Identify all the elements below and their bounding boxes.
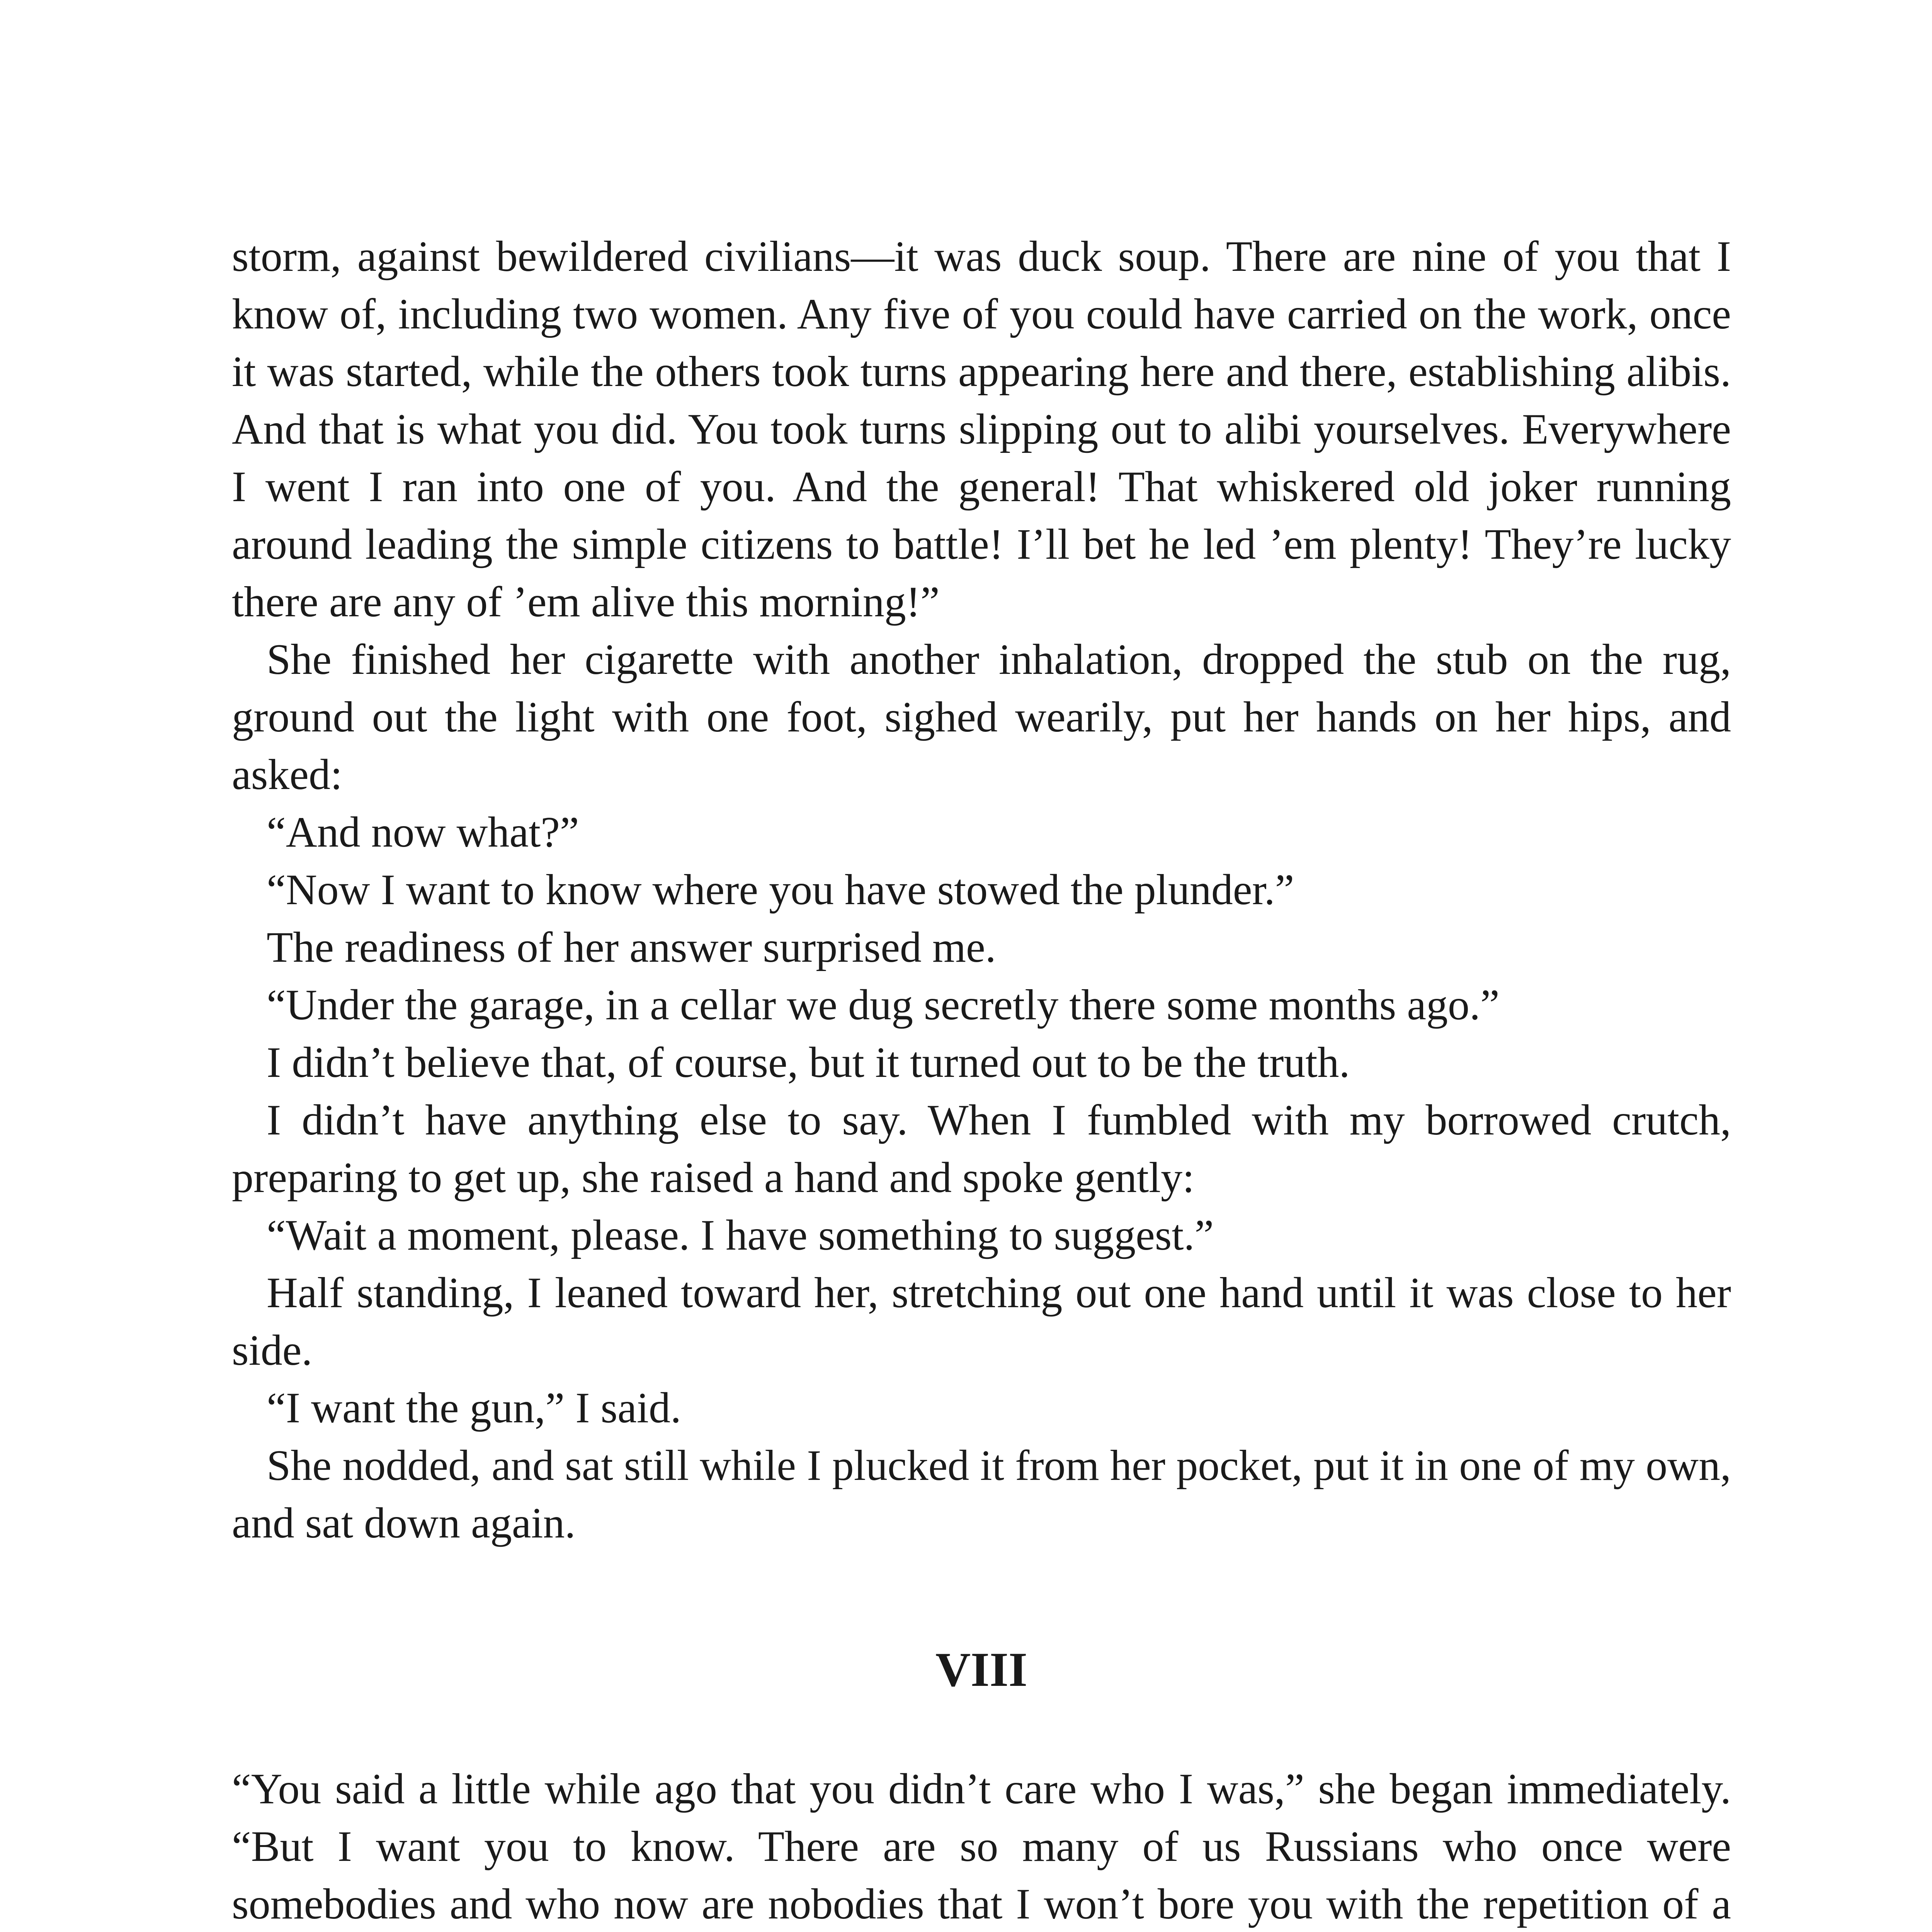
paragraph: Half standing, I leaned toward her, stretching out one hand until it was close to her side.	[232, 1269, 1731, 1374]
chapter-heading: VIII	[935, 1643, 1028, 1697]
paragraph: “You said a little while ago that you didn’t care who I was,” she began immediately. “But I want you to know. There are so many of us Russians who once were somebodies and who now are nobodies that I won’t bore you with the repetition of a	[232, 1765, 1731, 1928]
paragraph: “I want the gun,” I said.	[267, 1384, 681, 1432]
page-body	[232, 228, 1731, 1932]
paragraph: I didn’t have anything else to say. When I fumbled with my borrowed crutch, preparing to get up, she raised a hand and spoke gently:	[232, 1096, 1731, 1202]
paragraph: storm, against bewildered civilians—it was duck soup. There are nine of you that I know of, including two women. Any five of you could have carried on the work, once it was started, while the others took turns appearing here and there, establishing alibis. And that is what you did. You took turns slipping out to alibi yourselves. Everywhere I went I ran into one of you. And the general! That whiskered old joker running around leading the simple citizens to battle! I’ll bet he led ’em plenty! They’re lucky there are any of ’em alive this morning!”	[232, 233, 1731, 626]
paragraph: She nodded, and sat still while I plucked it from her pocket, put it in one of my own, and sat down again.	[232, 1442, 1731, 1547]
paragraph: “Now I want to know where you have stowed the plunder.”	[267, 866, 1294, 914]
paragraph: I didn’t believe that, of course, but it turned out to be the truth.	[267, 1039, 1350, 1087]
paragraph: She finished her cigarette with another inhalation, dropped the stub on the rug, ground out the light with one foot, sighed wearily, put her hands on her hips, and asked:	[232, 636, 1731, 799]
paragraph: “Under the garage, in a cellar we dug secretly there some months ago.”	[267, 981, 1500, 1029]
text-block-bottom	[232, 1760, 1731, 1932]
paragraph: The readiness of her answer surprised me.	[267, 923, 996, 971]
text-block-top	[232, 228, 1731, 1552]
paragraph: “Wait a moment, please. I have something to suggest.”	[267, 1211, 1214, 1259]
paragraph: “And now what?”	[267, 808, 579, 856]
